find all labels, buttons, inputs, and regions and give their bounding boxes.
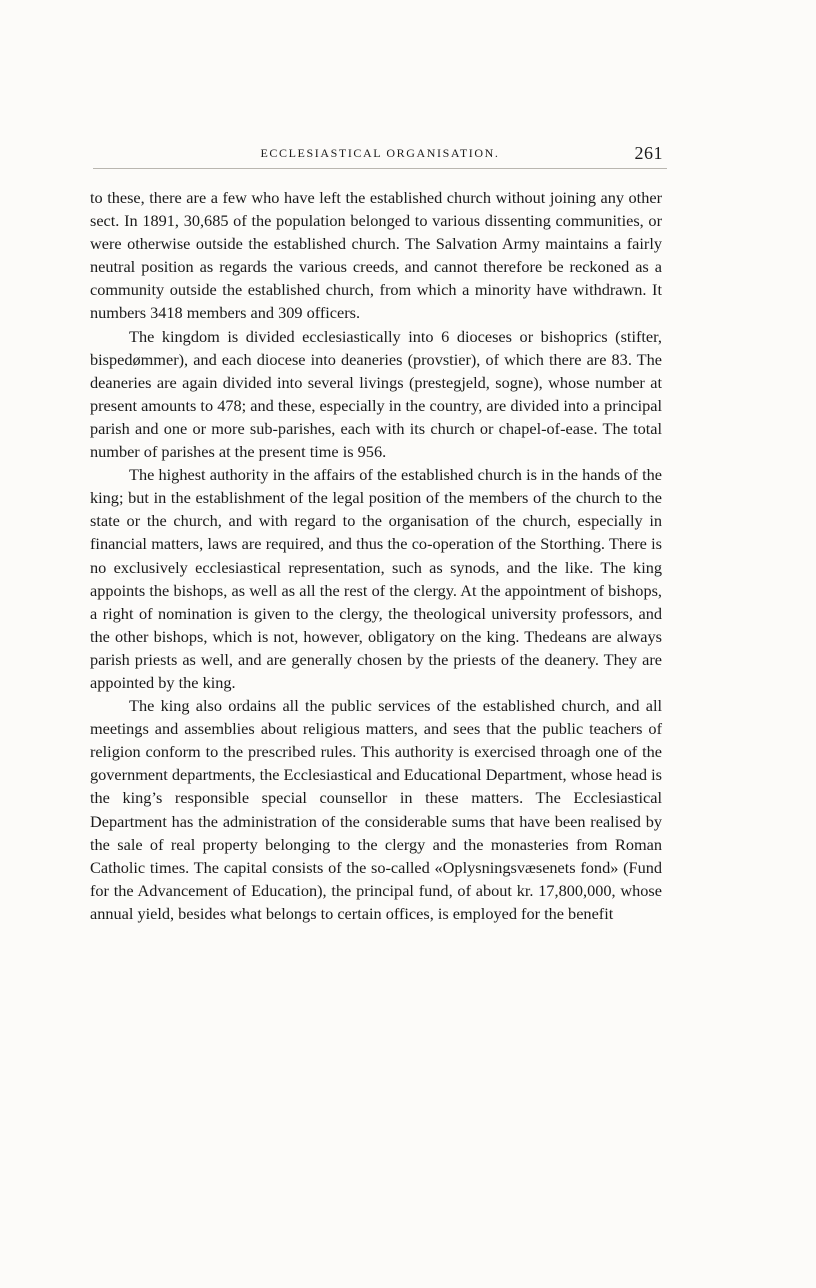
- paragraph-services: The king also ordains all the public services of the established church, and all meetings and assemblies about religious matters, and sees that the public teachers of religion conform to the prescribed rules. This authority is exercised throagh one of the government departments, the Ecclesiastical and Educational Department, whose head is the king’s responsible special counsellor in these matters. The Ecclesiastical Department has the administration of the considerable sums that have been realised by the sale of real property belonging to the clergy and the monasteries from Roman Catholic times. The capital consists of the so-called «Oplysningsvæsenets fond» (Fund for the Advancement of Education), the principal fund, of about kr. 17,800,000, whose annual yield, besides what belongs to certain offices, is employed for the benefit: [90, 696, 662, 923]
- body-text: [90, 186, 662, 925]
- paragraph-dissenters: to these, there are a few who have left the established church without joining any other sect. In 1891, 30,685 of the population belonged to various dissenting communities, or were otherwise outside the established church. The Salvation Army maintains a fairly neutral position as regards the various creeds, and cannot therefore be reckoned as a community outside the established church, from which a minority have withdrawn. It numbers 3418 members and 309 officers.: [90, 188, 662, 323]
- paragraph-authority: The highest authority in the affairs of the established church is in the hands of the king; but in the establishment of the legal position of the members of the church to the state or the church, and with regard to the organisation of the church, especially in financial matters, laws are required, and thus the co-operation of the Storthing. There is no exclusively ecclesiastical representation, such as synods, and the like. The king appoints the bishops, as well as all the rest of the clergy. At the appointment of bishops, a right of nomination is given to the clergy, the theological university professors, and the other bishops, which is not, however, obligatory on the king. Thedeans are always parish priests as well, and are generally chosen by the priests of the deanery. They are appointed by the king.: [90, 465, 662, 692]
- running-head: [93, 143, 667, 165]
- paragraph-dioceses: The kingdom is divided ecclesiastically into 6 dioceses or bishoprics (stifter, bispedømmer), and each diocese into deaneries (provstier), of which there are 83. The deaneries are again divided into several livings (prestegjeld, sogne), whose number at present amounts to 478; and these, especially in the country, are divided into a principal parish and one or more sub-parishes, each with its church or chapel-of-ease. The total number of parishes at the present time is 956.: [90, 326, 662, 462]
- running-title: ECCLESIASTICAL ORGANISATION.: [260, 146, 500, 160]
- header-rule: [93, 168, 667, 169]
- page-number: 261: [634, 143, 663, 163]
